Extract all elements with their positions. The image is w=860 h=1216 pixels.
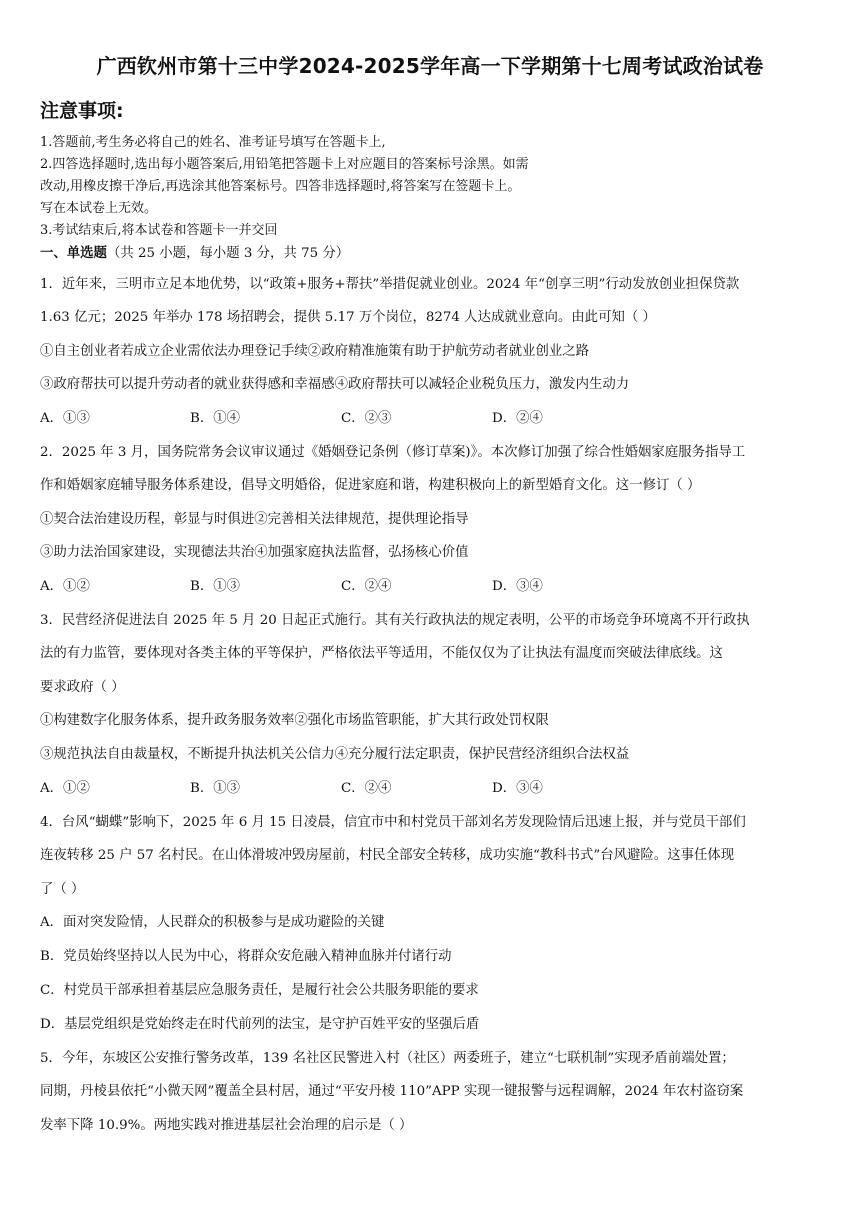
section-label: 一、单选题 xyxy=(40,245,107,261)
question-1-line: ①自主创业者若成立企业需依法办理登记手续②政府精准施策有助于护航劳动者就业创业之路 xyxy=(40,344,590,359)
notice-line: 1.答题前,考生务必将自己的姓名、准考证号填写在答题卡上, xyxy=(40,135,386,150)
question-4-line: 4．台风“蝴蝶”影响下，2025 年 6 月 15 日凌晨，信宜市中和村党员干部刘名芳发现险情后迅速上报，并与党员干部们 xyxy=(40,815,746,830)
question-5-line: 同期，丹棱县依托“小微天网”覆盖全县村居，通过“平安丹棱 110”APP 实现一键报警与远程调解，2024 年农村盗窃案 xyxy=(40,1084,744,1099)
option-a: A．①② xyxy=(40,781,90,796)
question-5-line: 5．今年，东坡区公安推行警务改革，139 名社区民警进入村（社区）两委班子，建立“七联机制”实现矛盾前端处置； xyxy=(40,1051,735,1066)
option-b: B．①④ xyxy=(190,411,241,426)
option-a: A．①② xyxy=(40,579,90,594)
notice-line: 改动,用橡皮擦干净后,再选涂其他答案标号。四答非选择题时,将答案写在签题卡上。 xyxy=(40,179,521,194)
notice-line: 3.考试结束后,将本试卷和答题卡一并交回 xyxy=(40,223,278,238)
question-4-option-c: C．村党员干部承担着基层应急服务责任，是履行社会公共服务职能的要求 xyxy=(40,983,479,998)
question-3-line: ③规范执法自由裁量权，不断提升执法机关公信力④充分履行法定职责，保护民营经济组织合法权益 xyxy=(40,747,630,762)
question-3-line: 3．民营经济促进法自 2025 年 5 月 20 日起正式施行。其有关行政执法的规定表明，公平的市场竞争环境离不开行政执 xyxy=(40,613,750,628)
option-c: C．②④ xyxy=(341,579,392,594)
question-2-line: 作和婚姻家庭辅导服务体系建设，倡导文明婚俗，促进家庭和谐，构建积极向上的新型婚育文化。这一修订（ ） xyxy=(40,478,701,493)
question-4-option-b: B．党员始终坚持以人民为中心，将群众安危融入精神血脉并付诸行动 xyxy=(40,949,452,964)
question-3-line: 法的有力监管，要体现对各类主体的平等保护，严格依法平等适用，不能仅仅为了让执法有温度而突破法律底线。这 xyxy=(40,646,723,661)
option-c: C．②③ xyxy=(341,411,392,426)
notice-line: 写在本试卷上无效。 xyxy=(40,201,158,216)
option-b: B．①③ xyxy=(190,579,241,594)
question-1-line: 1.63 亿元；2025 年举办 178 场招聘会，提供 5.17 万个岗位，8274 人达成就业意向。由此可知（ ） xyxy=(40,310,656,325)
option-b: B．①③ xyxy=(190,781,241,796)
question-2-line: 2．2025 年 3 月，国务院常务会议审议通过《婚姻登记条例（修订草案)》。本次修订加强了综合性婚姻家庭服务指导工 xyxy=(40,445,746,460)
section-detail: （共 25 小题，每小题 3 分，共 75 分） xyxy=(106,246,350,261)
question-1-line: 1．近年来，三明市立足本地优势，以“政策+服务+帮扶”举措促就业创业。2024 年“创享三明”行动发放创业担保贷款 xyxy=(40,277,740,292)
question-4-option-a: A．面对突发险情，人民群众的积极参与是成功避险的关键 xyxy=(40,915,385,930)
question-3-line: ①构建数字化服务体系，提升政务服务效率②强化市场监管职能，扩大其行政处罚权限 xyxy=(40,713,549,728)
question-3-line: 要求政府（ ） xyxy=(40,680,125,695)
question-5-line: 发率下降 10.9%。两地实践对推进基层社会治理的启示是（ ） xyxy=(40,1118,413,1133)
option-d: D．②④ xyxy=(492,411,543,426)
question-1-line: ③政府帮扶可以提升劳动者的就业获得感和幸福感④政府帮扶可以减轻企业税负压力，激发内生动力 xyxy=(40,377,630,392)
option-d: D．③④ xyxy=(492,579,543,594)
question-4-option-d: D．基层党组织是党始终走在时代前列的法宝，是守护百姓平安的坚强后盾 xyxy=(40,1017,480,1032)
question-2-line: ①契合法治建设历程，彰显与时俱进②完善相关法律规范，提供理论指导 xyxy=(40,512,469,527)
question-4-line: 了（ ） xyxy=(40,882,85,897)
notice-line: 2.四答选择题时,选出每小题答案后,用铅笔把答题卡上对应题目的答案标号涂黑。如需 xyxy=(40,157,529,172)
question-2-line: ③助力法治国家建设，实现德法共治④加强家庭执法监督，弘扬核心价值 xyxy=(40,545,469,560)
option-d: D．③④ xyxy=(492,781,543,796)
section-heading xyxy=(40,244,349,263)
page-title: 广西钦州市第十三中学2024-2025学年高一下学期第十七周考试政治试卷 xyxy=(96,54,764,78)
notice-heading: 注意事项: xyxy=(40,100,124,122)
option-a: A．①③ xyxy=(40,411,90,426)
option-c: C．②④ xyxy=(341,781,392,796)
question-4-line: 连夜转移 25 户 57 名村民。在山体滑坡冲毁房屋前，村民全部安全转移，成功实施“教科书式”台风避险。这事任体现 xyxy=(40,848,735,863)
